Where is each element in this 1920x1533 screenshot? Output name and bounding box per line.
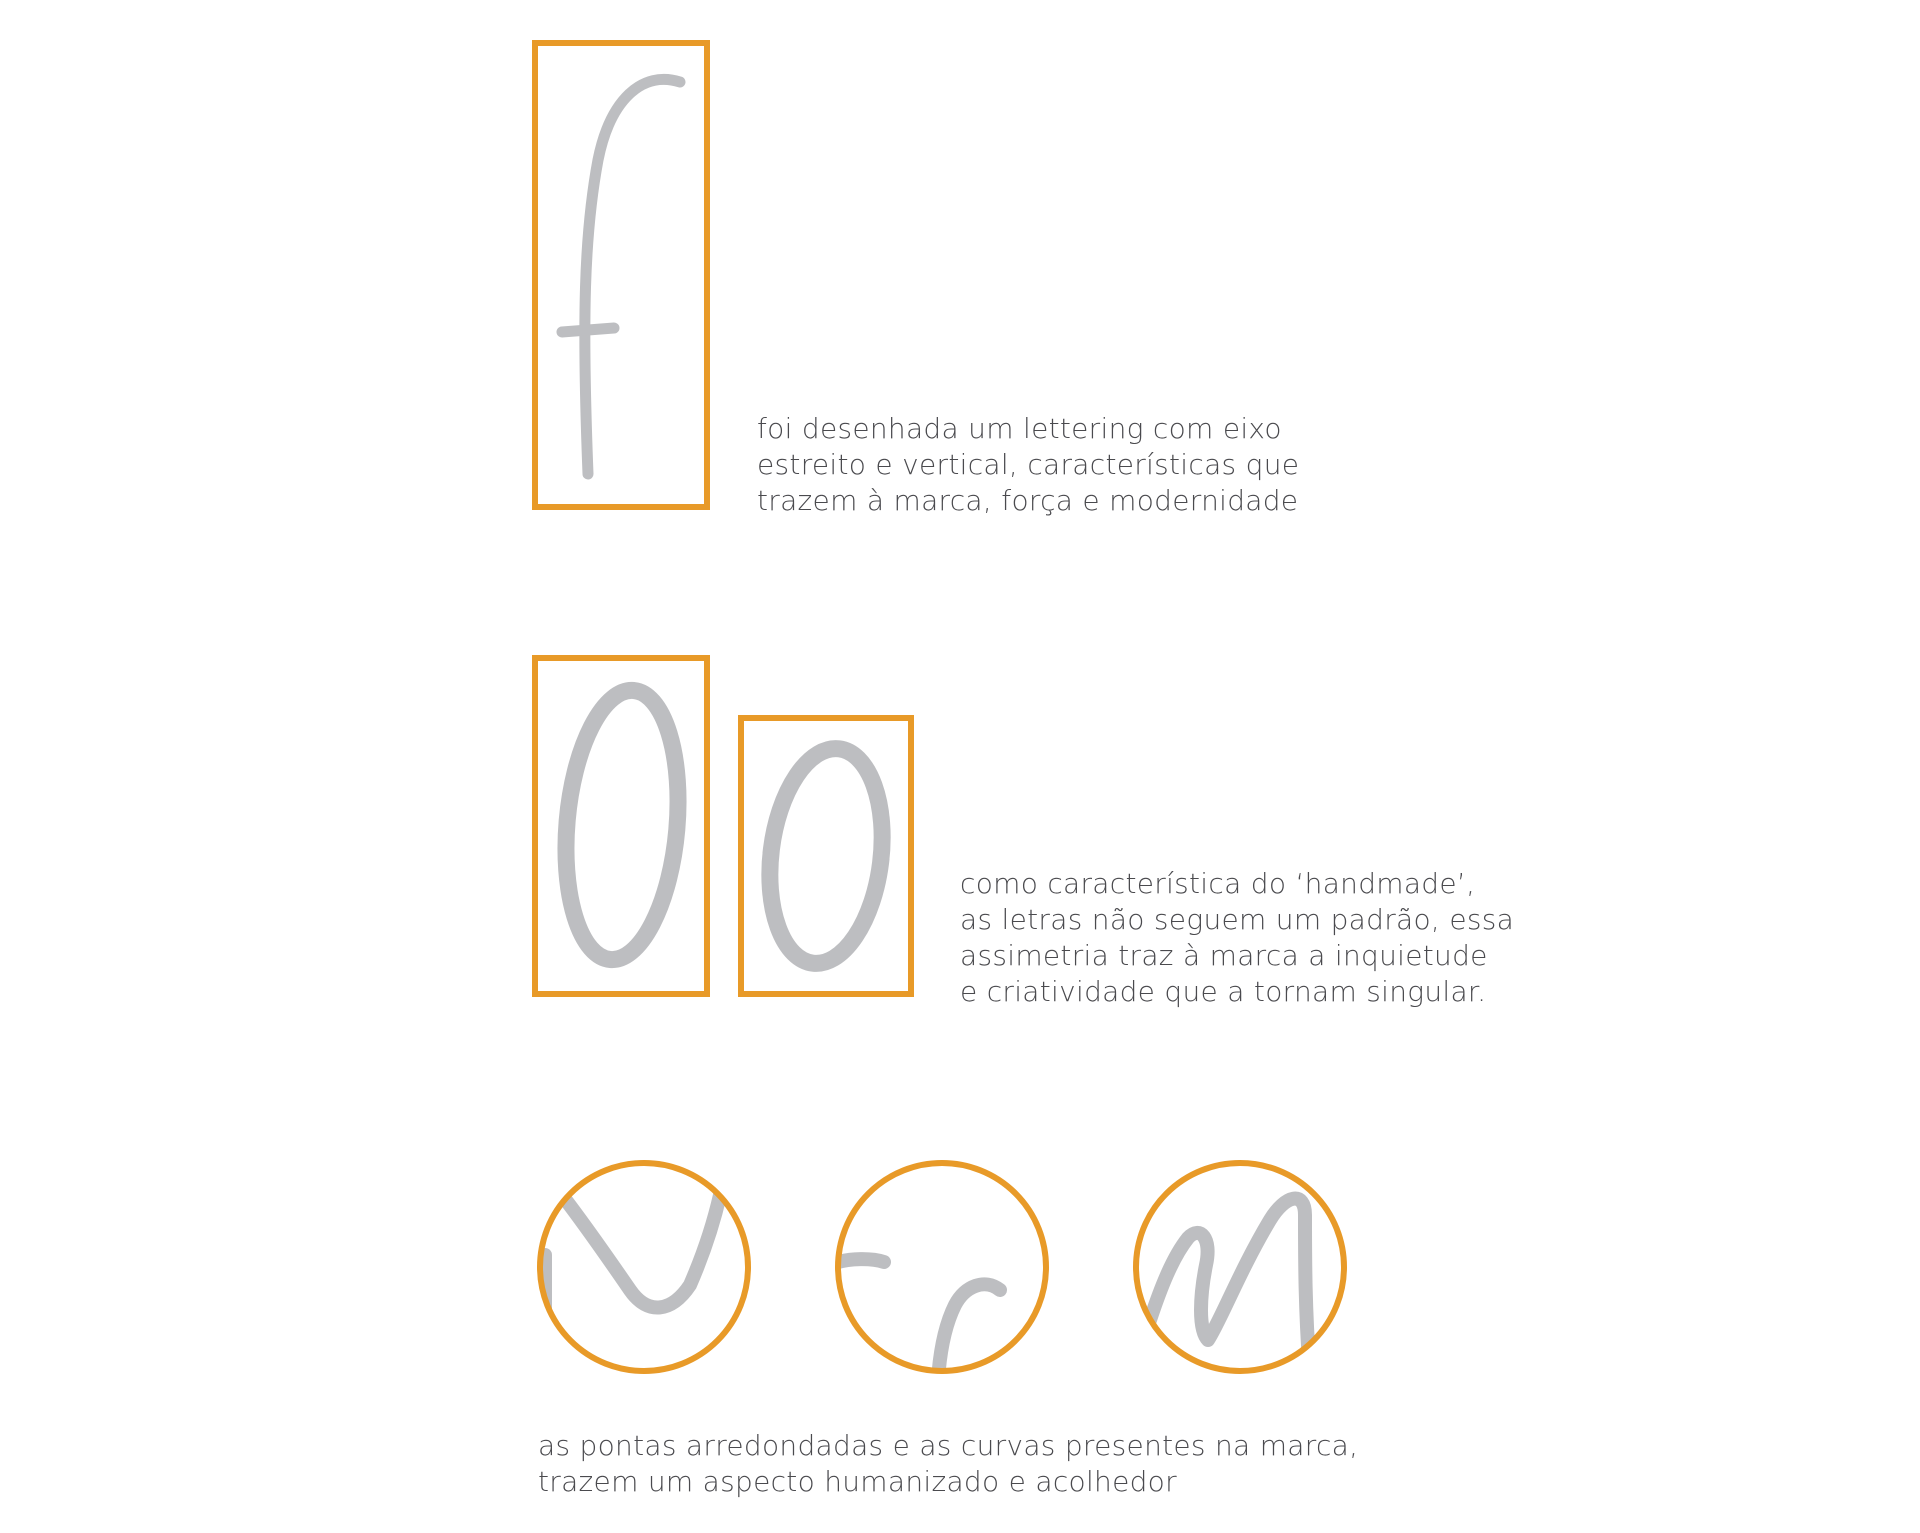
- o-letters-group: [535, 658, 911, 994]
- detail-r: [835, 1163, 1046, 1380]
- f-description: [757, 411, 1299, 519]
- o-tall-letter: [555, 686, 688, 965]
- detail-v: [540, 1163, 748, 1371]
- o-short-letter: [758, 742, 894, 970]
- details-description-line: trazem um aspecto humanizado e acolhedor: [538, 1465, 1177, 1498]
- f-description-line: foi desenhada um lettering com eixo: [757, 412, 1282, 445]
- r-fragment-left: [835, 1259, 884, 1263]
- o-description-line: como característica do ‘handmade’,: [960, 867, 1476, 900]
- o-description-line: assimetria traz à marca a inquietude: [960, 939, 1488, 972]
- f-letter-group: [535, 43, 707, 507]
- f-description-line: trazem à marca, força e modernidade: [757, 484, 1299, 517]
- f-description-line: estreito e vertical, características que: [757, 448, 1300, 481]
- o-description: [960, 866, 1514, 1010]
- f-letter-stem: [585, 79, 680, 474]
- v-fragment-stroke: [562, 1195, 720, 1308]
- o-description-line: e criatividade que a tornam singular.: [960, 975, 1487, 1008]
- detail-v-frame: [540, 1163, 748, 1371]
- details-description-line: as pontas arredondadas e as curvas presentes na marca,: [538, 1429, 1359, 1462]
- o-description-line: as letras não seguem um padrão, essa: [960, 903, 1515, 936]
- details-description: [538, 1428, 1358, 1500]
- f-letter-crossbar: [562, 328, 614, 332]
- detail-m: [1136, 1163, 1344, 1375]
